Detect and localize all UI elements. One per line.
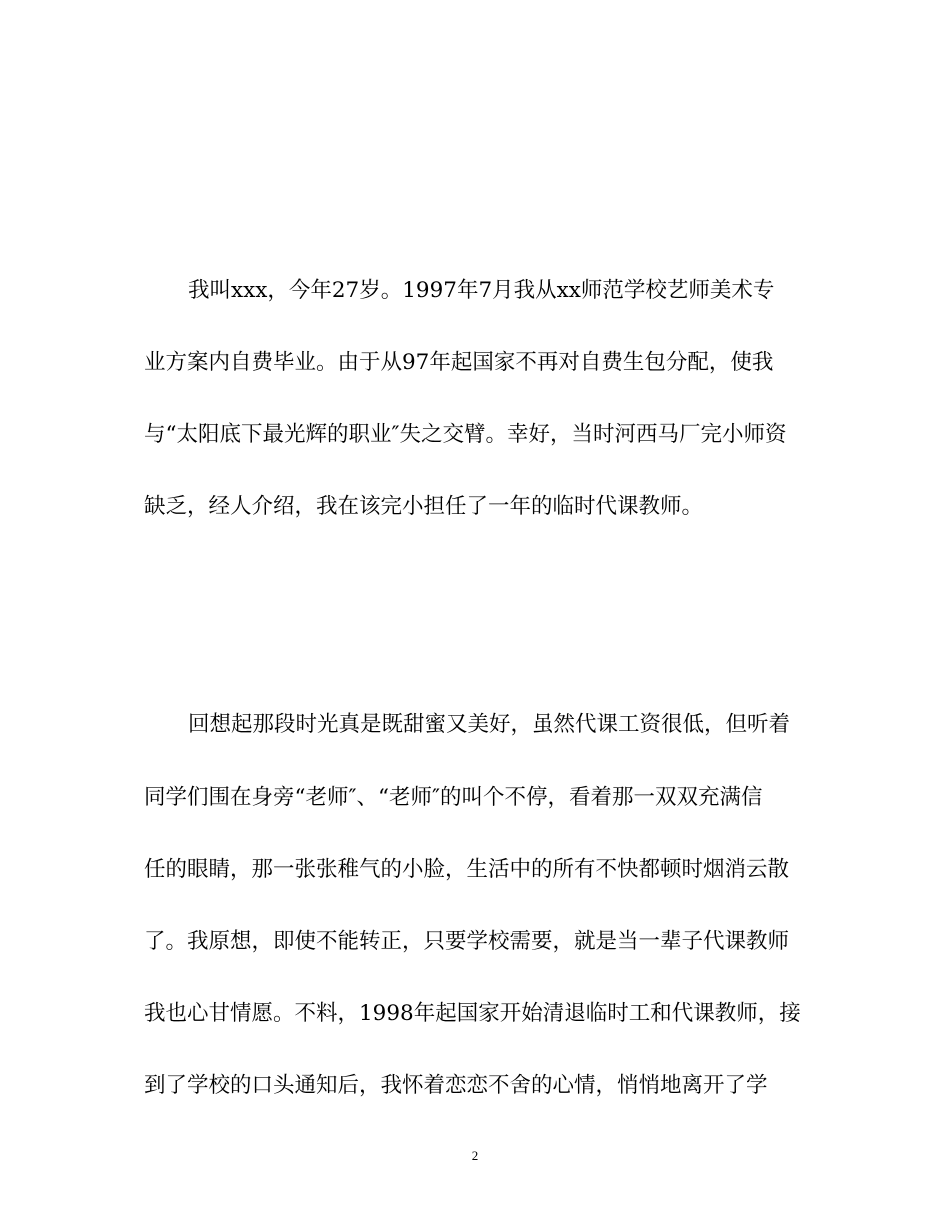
paragraph-line: 与“太阳底下最光辉的职业″失之交臂。幸好，当时河西马厂完小师资 [144, 422, 787, 447]
paragraph-line: 我叫xxx，今年27岁。1997年7月我从xx师范学校艺师美术专 [188, 278, 775, 303]
paragraph-line: 回想起那段时光真是既甜蜜又美好，虽然代课工资很低，但听着 [188, 712, 791, 737]
paragraph-line: 同学们围在身旁“老师″、“老师″的叫个不停，看着那一双双充满信 [144, 785, 763, 810]
page-number: 2 [471, 1148, 479, 1163]
paragraph-line: 到了学校的口头通知后，我怀着恋恋不舍的心情，悄悄地离开了学 [144, 1073, 768, 1098]
paragraph-line: 缺乏，经人介绍，我在该完小担任了一年的临时代课教师。 [144, 494, 704, 519]
paragraph-line: 我也心甘情愿。不料，1998年起国家开始清退临时工和代课教师，接 [144, 1001, 801, 1026]
paragraph-line: 了。我原想，即使不能转正，只要学校需要，就是当一辈子代课教师 [144, 929, 790, 954]
paragraph-line: 业方案内自费毕业。由于从97年起国家不再对自费生包分配，使我 [144, 350, 774, 375]
paragraph-line: 任的眼睛，那一张张稚气的小脸，生活中的所有不快都顿时烟消云散 [144, 857, 790, 882]
